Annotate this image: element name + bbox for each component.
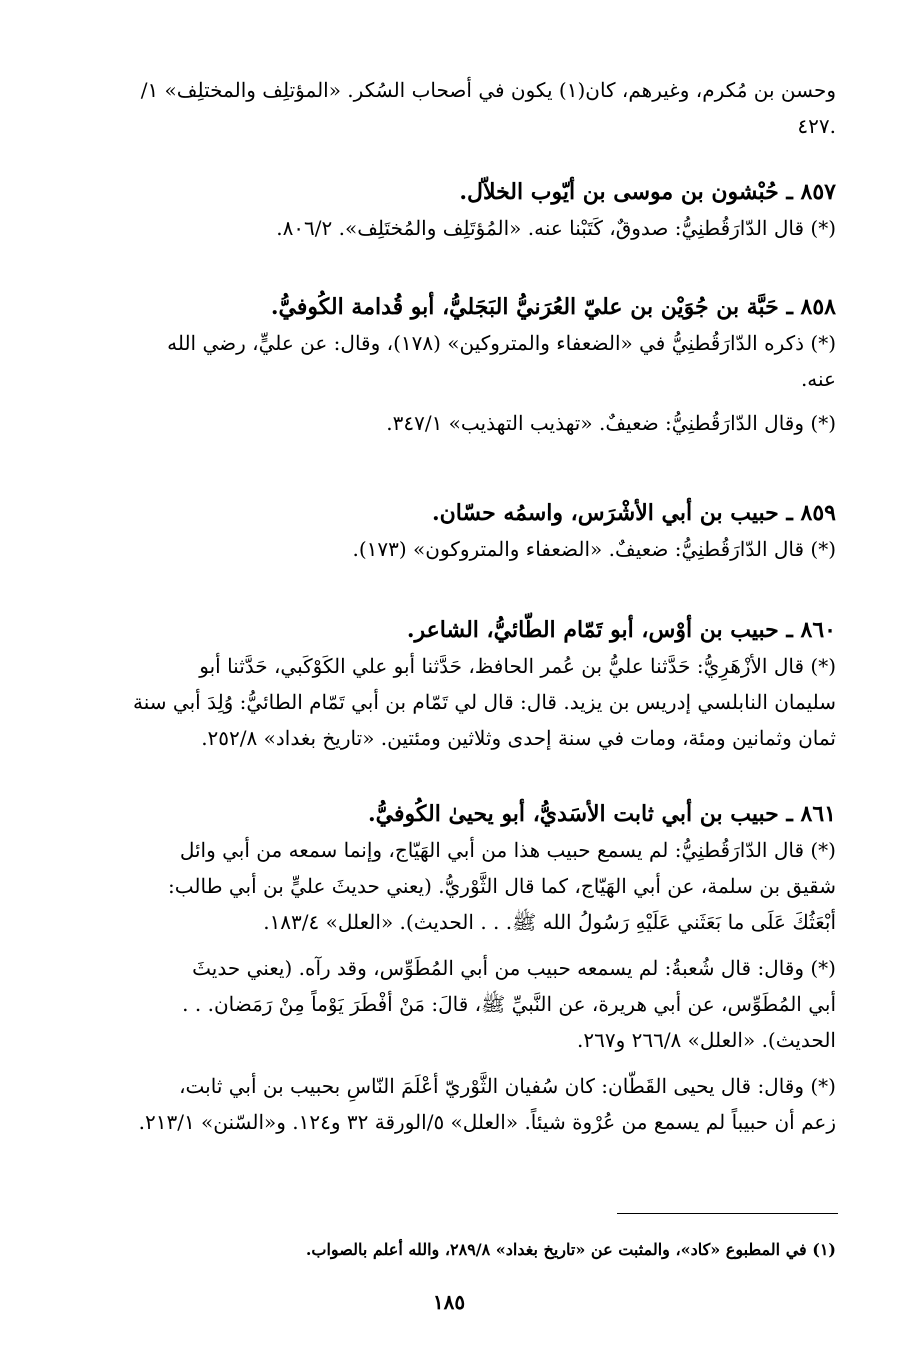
text-line: أبي المُطَوِّس، عن أبي هريرة، عن النَّبيِّ ﷺ، قالَ: مَنْ أفْطَرَ يَوْماً مِنْ رَمَضان. . . <box>182 992 836 1016</box>
entry-heading: ٨٥٩ ـ حبيب بن أبي الأشْرَس، واسمُه حسّان. <box>431 500 836 526</box>
text-line: أبْعَثُكَ عَلَى ما بَعَثَني عَلَيْهِ رَسُولُ الله ﷺ. . . الحديث). «العلل» ١٨٣/٤. <box>263 910 836 934</box>
entry-heading: ٨٦٠ ـ حبيب بن أوْس، أبو تَمّام الطّائيُّ، الشاعر. <box>406 617 836 643</box>
entry-heading: ٨٥٧ ـ حُبْشون بن موسى بن أيّوب الخلاّل. <box>459 179 836 205</box>
text-line: .٤٢٧ <box>797 114 836 138</box>
text-line: (*) وقال: قال شُعبةُ: لم يسمعه حبيب من أبي المُطَوِّس، وقد رآه. (يعني حديثَ <box>192 956 836 980</box>
footnote-divider <box>617 1213 838 1214</box>
footnote: (١) في المطبوع «كاد»، والمثبت عن «تاريخ بغداد» ٢٨٩/٨، والله أعلم بالصواب. <box>305 1240 836 1259</box>
intro-paragraph <box>62 72 836 144</box>
text-line: (*) ذكره الدّارَقُطنِيُّ في «الضعفاء والمتروكين» (١٧٨)، وقال: عن عليٍّ، رضي الله <box>167 331 836 355</box>
page-number: ١٨٥ <box>432 1290 466 1314</box>
entry-859 <box>62 495 836 567</box>
text-line: زعم أن حبيباً لم يسمع من عُرْوة شيئاً. «العلل» ٥/الورقة ٣٢ و١٢٤. و«السّنن» ٢١٣/١. <box>138 1110 836 1134</box>
text-line: (*) قال الأزْهَرِيُّ: حَدَّثنا عليُّ بن عُمر الحافظ، حَدَّثنا أبو علي الكَوْكَبي، حَدَّثنا أبو <box>199 654 836 678</box>
text-line: (*) وقال الدّارَقُطنِيُّ: ضعيفٌ. «تهذيب التهذيب» ٣٤٧/١. <box>386 411 836 435</box>
entry-857 <box>62 174 836 246</box>
entry-861 <box>62 796 836 1140</box>
text-line: وحسن بن مُكرم، وغيرهم، كان(١) يكون في أصحاب السُكر. «المؤتلِف والمختلِف» ١/ <box>140 78 836 102</box>
text-line: (*) قال الدّارَقُطنِيُّ: ضعيفٌ. «الضعفاء والمتروكون» (١٧٣). <box>352 537 836 561</box>
text-line: (*) قال الدّارَقُطنِيُّ: لم يسمع حبيب هذا من أبي الهَيّاج، وإنما سمعه من أبي وائل <box>179 838 836 862</box>
entry-heading: ٨٦١ ـ حبيب بن أبي ثابت الأسَديُّ، أبو يحيىٰ الكُوفيُّ. <box>367 801 836 827</box>
text-line: الحديث). «العلل» ٢٦٦/٨ و٢٦٧. <box>576 1028 836 1052</box>
text-line: ثمان وثمانين ومئة، ومات في سنة إحدى وثلاثين ومئتين. «تاريخ بغداد» ٢٥٢/٨. <box>201 726 836 750</box>
text-line: (*) قال الدّارَقُطنِيُّ: صدوقٌ، كَتَبْنا عنه. «المُؤتَلِف والمُختَلِف». ٨٠٦/٢. <box>276 216 836 240</box>
entry-860 <box>62 612 836 756</box>
text-line: شقيق بن سلمة، عن أبي الهَيّاج، كما قال الثَّوْريُّ. (يعني حديثَ عليٍّ بن أبي طالب: <box>168 874 836 898</box>
entry-heading: ٨٥٨ ـ حَبَّة بن جُوَيْن بن عليّ العُرَنيُّ البَجَليُّ، أبو قُدامة الكُوفيُّ. <box>270 294 836 320</box>
text-line: عنه. <box>800 367 836 391</box>
text-line: سليمان النابلسي إدريس بن يزيد. قال: قال لي تَمّام بن أبي تَمّام الطائيُّ: وُلِدَ أبي سنة <box>133 690 836 714</box>
text-line: (*) وقال: قال يحيى القَطّان: كان سُفيان الثَّوْريّ أعْلَمَ النّاسِ بحبيب بن أبي ثابت، <box>179 1074 836 1098</box>
entry-858 <box>62 289 836 441</box>
